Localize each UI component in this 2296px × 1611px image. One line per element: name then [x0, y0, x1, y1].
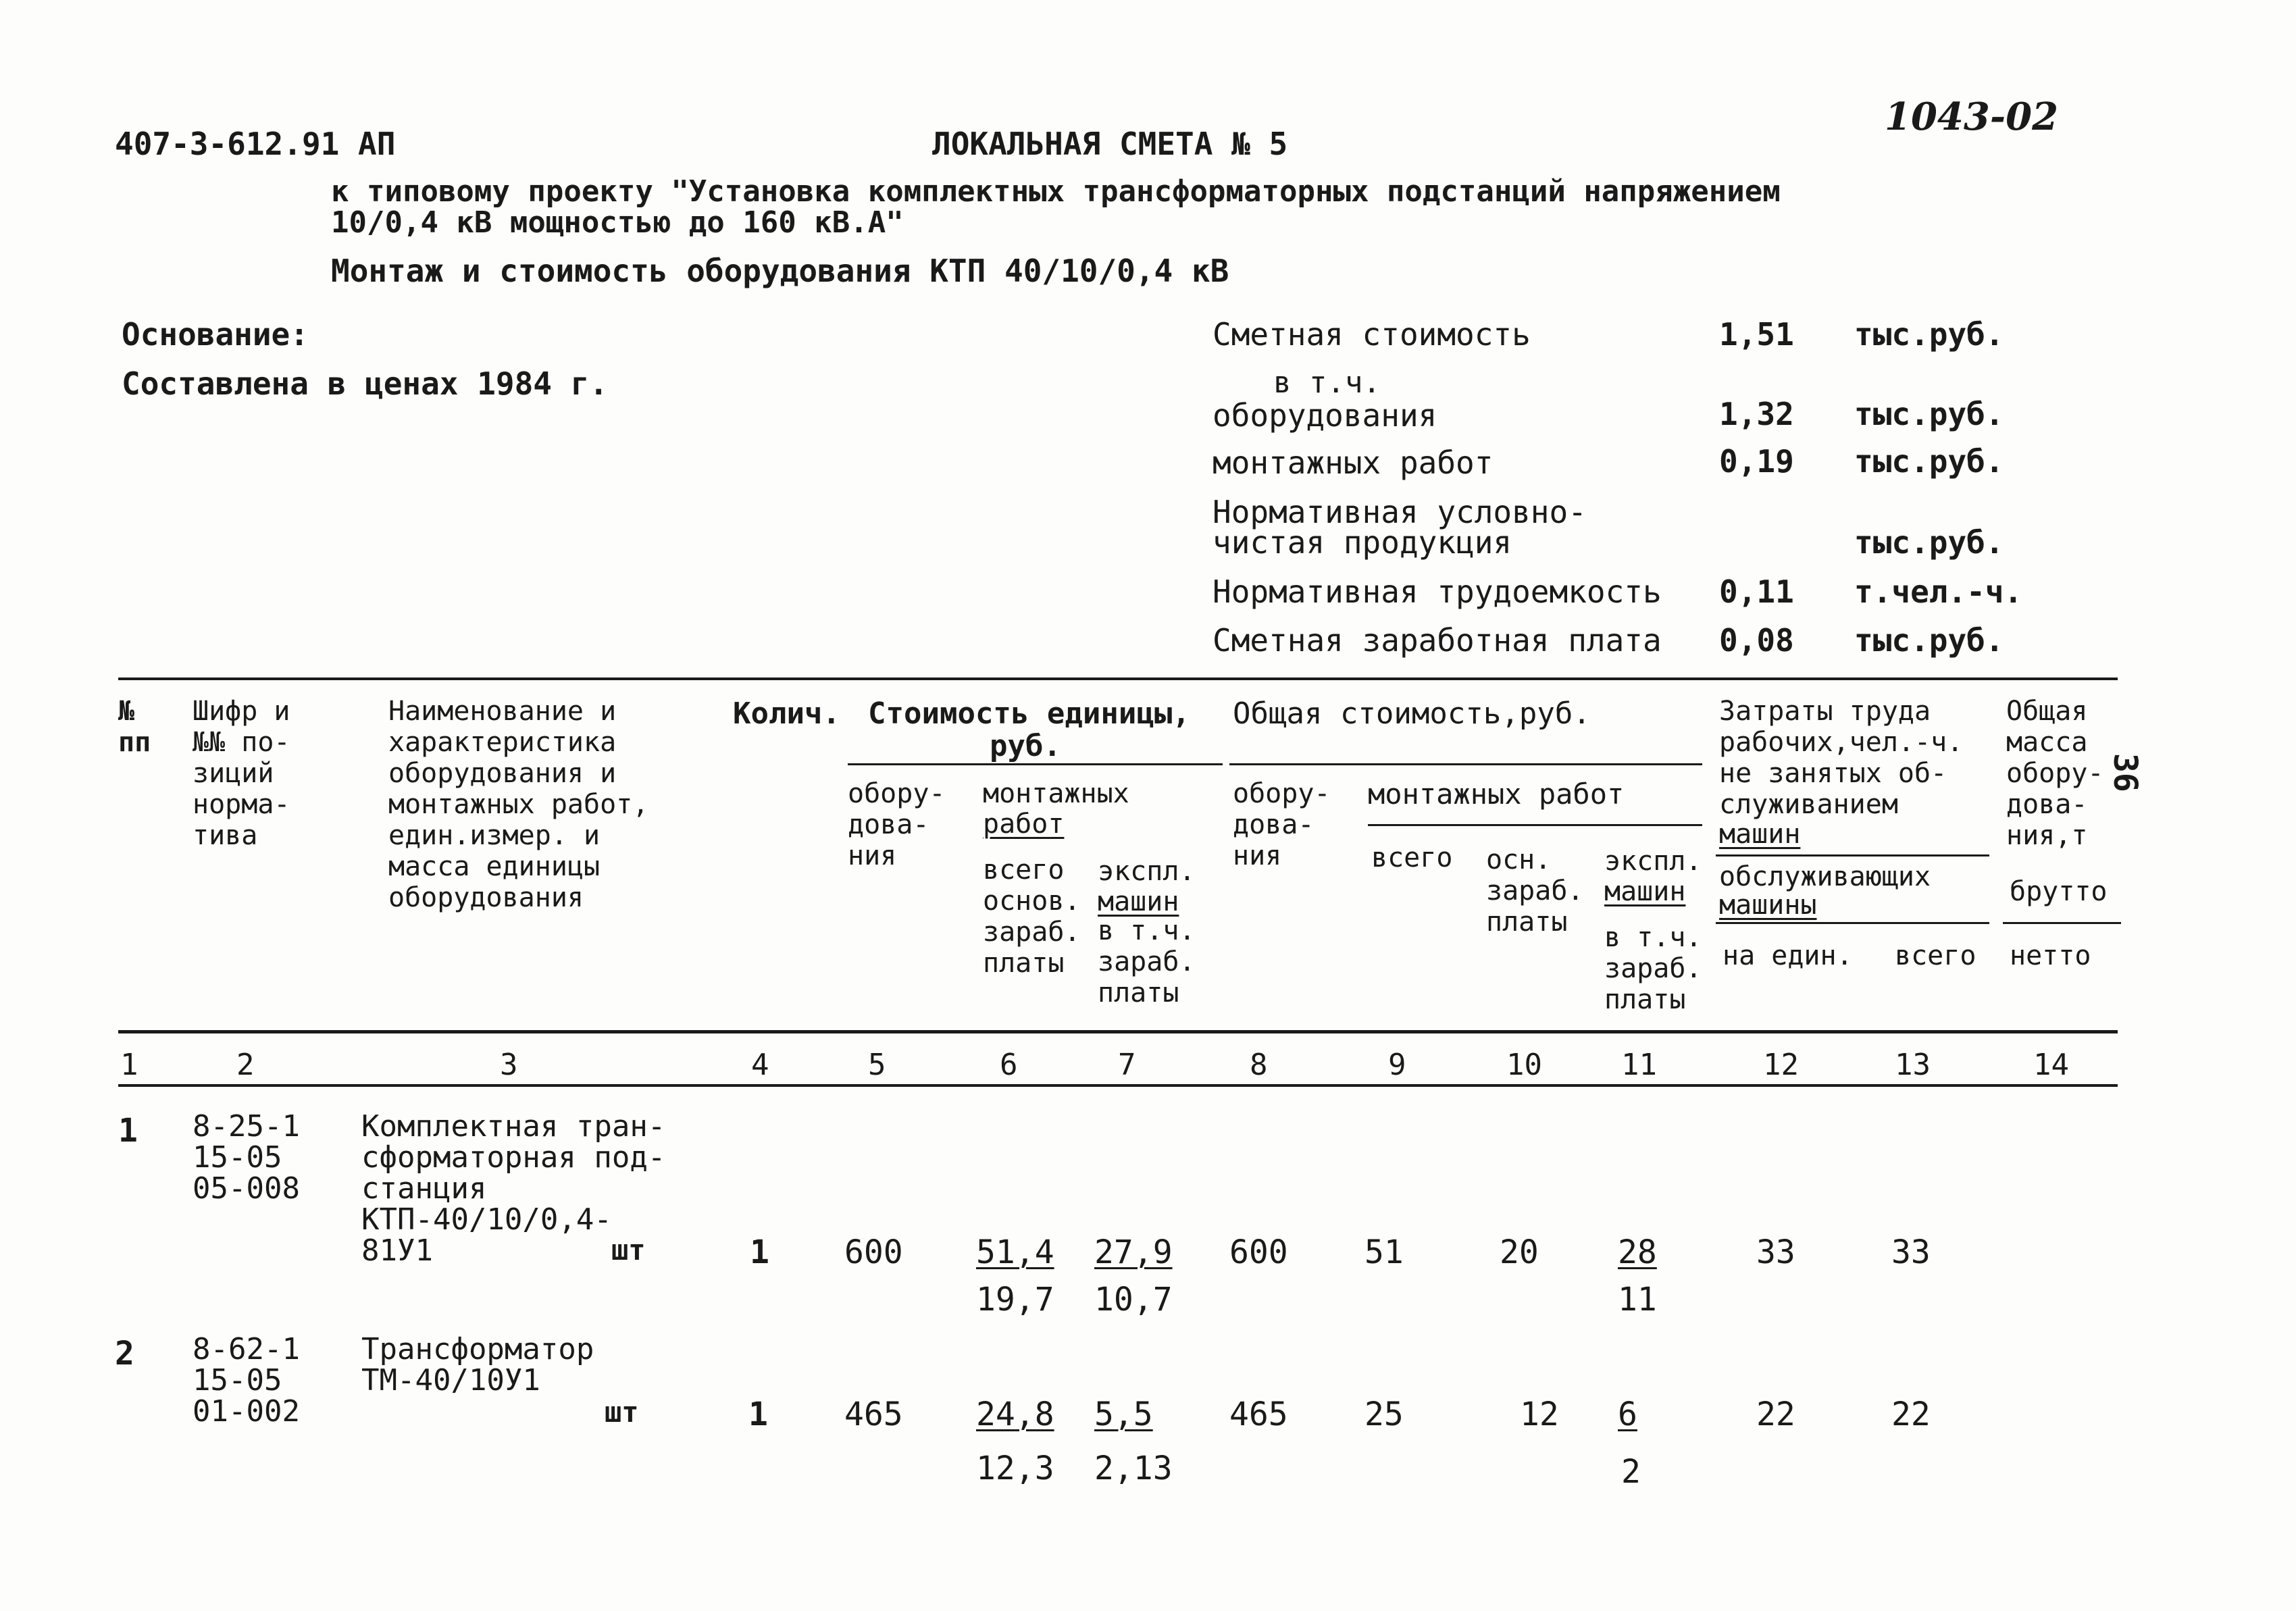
column-number: 11: [1621, 1048, 1657, 1082]
row-c13: 22: [1891, 1396, 1931, 1433]
column-number: 8: [1250, 1048, 1268, 1082]
row-c6-top: 51,4: [976, 1233, 1054, 1271]
row-c7-top: 27,9: [1094, 1233, 1173, 1271]
row-code: 8-62-1 15-05 01-002: [193, 1332, 300, 1429]
header-mont-unit-2: работ: [983, 809, 1065, 840]
row-unit: шт: [611, 1233, 646, 1267]
row-c10: 12: [1520, 1396, 1559, 1433]
column-number: 5: [868, 1048, 886, 1082]
row-number: 2: [115, 1335, 134, 1373]
header-col13: всего: [1895, 940, 1976, 971]
header-labor-c: обслуживающих: [1719, 861, 1931, 892]
header-col7b: машин: [1098, 886, 1179, 917]
summary-value: 0,19: [1719, 443, 1794, 480]
row-c12: 33: [1756, 1233, 1795, 1271]
row-number: 1: [118, 1112, 138, 1150]
header-norm-code: Шифр и №№ по- зиций норма- тива: [193, 696, 290, 851]
row-c8: 600: [1229, 1233, 1288, 1271]
summary-unit: т.чел.-ч.: [1854, 573, 2023, 610]
header-col12: на един.: [1723, 940, 1853, 971]
summary-label: Сметная стоимость: [1213, 316, 1531, 353]
header-mass: Общая масса обору- дова- ния,т: [2006, 696, 2104, 851]
row-qty: 1: [750, 1233, 769, 1271]
header-col11b: машин: [1604, 876, 1686, 907]
colnum-bottom-rule: [118, 1084, 2118, 1087]
header-mass-net: нетто: [2010, 940, 2091, 971]
header-col11c: в т.ч. зараб. платы: [1604, 922, 1702, 1015]
summary-value: 1,32: [1719, 396, 1794, 432]
summary-label: оборудования: [1213, 397, 1437, 434]
row-c5: 465: [844, 1396, 903, 1433]
prices-note: Составлена в ценах 1984 г.: [122, 365, 609, 402]
handwritten-number: 1043-02: [1885, 95, 2059, 139]
summary-label: чистая продукция: [1213, 524, 1512, 561]
summary-value: 0,11: [1719, 573, 1794, 610]
header-total-cost: Общая стоимость,руб.: [1233, 696, 1591, 731]
document-subtitle: Монтаж и стоимость оборудования КТП 40/10/0,4 кВ: [331, 253, 1229, 289]
summary-value: 0,08: [1719, 622, 1794, 659]
summary-label: Нормативная трудоемкость: [1213, 573, 1662, 610]
row-c6-bot: 19,7: [976, 1281, 1054, 1319]
row-c10: 20: [1500, 1233, 1539, 1271]
summary-unit: тыс.руб.: [1854, 396, 2004, 432]
row-c5: 600: [844, 1233, 903, 1271]
summary-value: 1,51: [1719, 316, 1794, 353]
header-mass-gross: брутто: [2010, 876, 2108, 907]
row-c11-top: 28: [1618, 1233, 1657, 1271]
rule-labor-2: [1716, 922, 1989, 924]
column-number: 1: [120, 1048, 138, 1082]
header-col9: всего: [1371, 842, 1453, 873]
row-c7-top: 5,5: [1094, 1396, 1153, 1433]
column-number: 4: [751, 1048, 769, 1082]
header-description: Наименование и характеристика оборудования и монтажных работ, един.измер. и масса единицы оборудования: [388, 696, 649, 913]
summary-unit: тыс.руб.: [1854, 316, 2004, 353]
column-number: 3: [500, 1048, 518, 1082]
header-equipment-total: обору- дова- ния: [1233, 778, 1331, 871]
row-c11-top: 6: [1618, 1396, 1637, 1433]
header-col11a: экспл.: [1604, 846, 1702, 877]
column-number: 14: [2033, 1048, 2069, 1082]
project-line-2: 10/0,4 кВ мощностью до 160 кВ.А": [331, 205, 904, 240]
header-quantity: Колич.: [733, 696, 840, 731]
rule-total-cost: [1229, 763, 1702, 765]
header-bottom-rule: [118, 1030, 2118, 1033]
table-top-rule: [118, 677, 2118, 680]
summary-label: Сметная заработная плата: [1213, 622, 1662, 659]
row-c7-bot: 2,13: [1094, 1450, 1173, 1487]
header-unit-cost: Стоимость единицы,: [868, 696, 1190, 731]
header-col7a: экспл.: [1098, 856, 1196, 887]
header-mont-unit: монтажных: [983, 778, 1129, 809]
summary-unit: тыс.руб.: [1854, 622, 2004, 659]
row-c7-bot: 10,7: [1094, 1281, 1173, 1319]
row-name: Трансформатор ТМ-40/10У1: [361, 1332, 594, 1398]
column-number: 13: [1895, 1048, 1931, 1082]
basis-label: Основание:: [122, 316, 309, 353]
row-c6-top: 24,8: [976, 1396, 1054, 1433]
header-col7c: в т.ч. зараб. платы: [1098, 915, 1196, 1008]
row-c11-bot: 2: [1621, 1453, 1641, 1491]
row-c9: 51: [1364, 1233, 1404, 1271]
column-number: 10: [1506, 1048, 1542, 1082]
column-number: 7: [1118, 1048, 1136, 1082]
row-unit: шт: [605, 1396, 639, 1429]
summary-label: монтажных работ: [1213, 444, 1494, 481]
column-number: 9: [1388, 1048, 1406, 1082]
column-number: 12: [1763, 1048, 1799, 1082]
rule-mass: [2003, 922, 2121, 924]
project-line-1: к типовому проекту "Установка комплектных трансформаторных подстанций напряжением: [331, 174, 1781, 209]
header-equipment-unit: обору- дова- ния: [848, 778, 946, 871]
row-c8: 465: [1229, 1396, 1288, 1433]
row-c11-bot: 11: [1618, 1281, 1657, 1319]
document-code: 407-3-612.91 АП: [115, 126, 396, 162]
summary-label: в т.ч.: [1273, 365, 1381, 400]
row-qty: 1: [748, 1396, 768, 1433]
row-c12: 22: [1756, 1396, 1795, 1433]
summary-unit: тыс.руб.: [1854, 524, 2004, 561]
page-number: 36: [2106, 753, 2144, 792]
header-mont-total: монтажных работ: [1368, 777, 1625, 811]
header-row-number: № пп: [118, 696, 151, 758]
row-c6-bot: 12,3: [976, 1450, 1054, 1487]
summary-label: Нормативная условно-: [1213, 494, 1587, 530]
rule-labor: [1716, 854, 1989, 856]
header-labor-d: машины: [1719, 890, 1817, 921]
document-title: ЛОКАЛЬНАЯ СМЕТА № 5: [932, 126, 1288, 162]
header-labor: Затраты труда рабочих,чел.-ч. не занятых об- служиванием: [1719, 696, 1964, 820]
summary-unit: тыс.руб.: [1854, 443, 2004, 480]
header-unit-cost-rub: руб.: [990, 729, 1061, 763]
header-col6: всего основ. зараб. платы: [983, 854, 1081, 979]
column-number: 6: [1000, 1048, 1018, 1082]
header-labor-b: машин: [1719, 819, 1801, 850]
row-c13: 33: [1891, 1233, 1931, 1271]
header-col10: осн. зараб. платы: [1486, 844, 1584, 938]
row-name: Комплектная тран- сформаторная под- станция КТП-40/10/0,4- 81У1: [361, 1109, 666, 1268]
rule-unit-cost: [848, 763, 1223, 765]
rule-mont-total: [1368, 824, 1702, 826]
row-c9: 25: [1364, 1396, 1404, 1433]
row-code: 8-25-1 15-05 05-008: [193, 1109, 300, 1206]
column-number: 2: [236, 1048, 255, 1082]
